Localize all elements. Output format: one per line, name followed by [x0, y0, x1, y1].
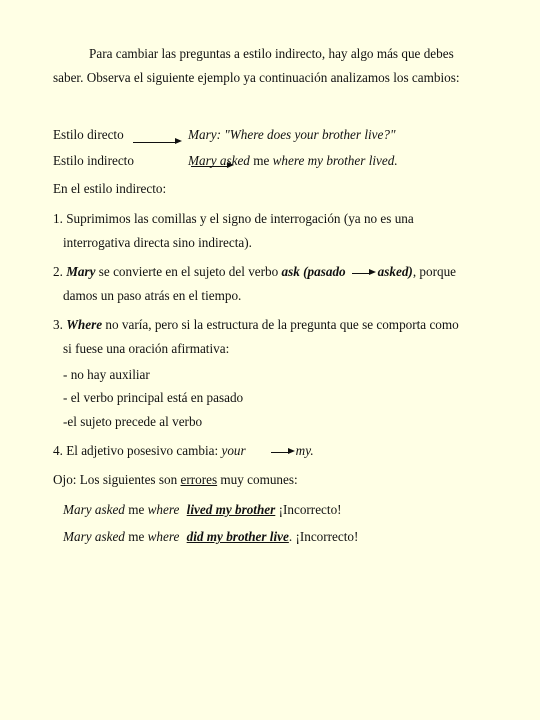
arrow-right-icon — [271, 448, 295, 456]
direct-example: Mary: "Where does your brother live?" — [188, 127, 396, 142]
intro-line-1: Para cambiar las preguntas a estilo indirecto, hay algo más que debes — [89, 46, 454, 61]
point-1-line-2: interrogativa directa sino indirecta). — [63, 235, 252, 250]
indirect-example: Mary asked me where my brother lived. — [188, 153, 398, 168]
error-example-2: Mary asked me where did my brother live. ¡Incorrecto! — [63, 529, 359, 544]
arrow-right-icon — [133, 138, 182, 146]
point-3-line-2: si fuese una oración afirmativa: — [63, 341, 230, 356]
point-2-line-2: damos un paso atrás en el tiempo. — [63, 288, 242, 303]
point-1-line-1: 1. Suprimimos las comillas y el signo de interrogación (ya no es una — [53, 211, 414, 226]
section-heading: En el estilo indirecto: — [53, 181, 167, 196]
note-line: Ojo: Los siguientes son errores muy comunes: — [53, 472, 298, 487]
point-3-sub-1: - no hay auxiliar — [63, 367, 150, 382]
direct-label: Estilo directo — [53, 127, 124, 142]
indirect-label: Estilo indirecto — [53, 153, 134, 168]
error-example-1: Mary asked me where lived my brother ¡Incorrecto! — [63, 502, 342, 517]
point-2-line-1: 2. Mary se convierte en el sujeto del verbo ask (pasado asked), porque — [53, 264, 457, 279]
intro-line-2: saber. Observa el siguiente ejemplo ya continuación analizamos los cambios: — [53, 70, 460, 85]
point-3-sub-2: - el verbo principal está en pasado — [63, 390, 244, 405]
point-4: 4. El adjetivo posesivo cambia: your my. — [53, 443, 314, 458]
point-3-sub-3: -el sujeto precede al verbo — [63, 414, 203, 429]
point-3-line-1: 3. Where no varía, pero si la estructura de la pregunta que se comporta como — [53, 317, 459, 332]
arrow-right-icon — [352, 269, 376, 277]
